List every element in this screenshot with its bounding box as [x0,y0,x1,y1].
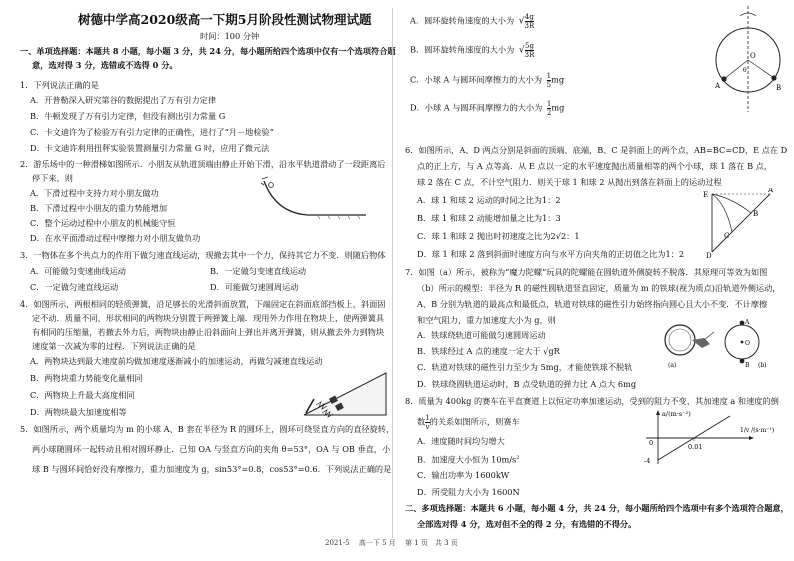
q4-option-d: D．两物块最大加速度相等 [30,407,127,417]
q6-label-d: D [706,252,712,258]
q7-stem-line3: A、B 分别为轨道的最高点和最低点，轨道对铁球的磁性引力始终指向圆心且大小不变．不计摩擦 [417,299,768,309]
q5-option-d-text: D．小球 A 与圆环间摩擦力的大小为 [410,102,543,113]
q5-option-a [410,13,534,30]
q2-option-a: A．下滑过程中支持力对小朋友做功 [30,188,159,198]
page-footer: 2021-5 高一下 5 月 第 1 页 共 3 页 [325,539,458,547]
q6-stem-line3: 球 2 落在 C 点，不计空气阻力．则关于球 1 和球 2 从抛出到落在斜面上的运动过程 [417,177,722,187]
q1-option-d: D．卡文迪许利用扭秤实验装置测量引力常量 G 时，应用了微元法 [30,143,270,153]
q2-option-d: D．在水平面滑动过程中摩擦力对小朋友做负功 [30,233,201,243]
q5-option-d-unit: mg [551,102,565,113]
q5-option-b-denominator: 3R [524,51,535,59]
q5-label-b: B [776,84,782,92]
q6-option-a: A．球 1 和球 2 运动的时间之比为1：2 [417,195,561,205]
q7-stem-line4: 和空气阻力，重力加速度大小为 g，则 [417,315,556,325]
time-limit: 时间：100 分钟 [200,31,260,41]
q6-slope-figure [702,188,776,258]
q4-stem-line4: 速度第一次减为零的过程．下列说法正确的是 [32,341,196,351]
q8-y-tick-label: -4 [644,457,651,465]
q1-stem: 1．下列说法正确的是 [20,80,99,90]
q5-option-c-unit: mg [551,74,565,85]
q6-label-b: B [753,210,759,218]
q8-option-a: A．速度随时间均匀增大 [417,436,505,446]
q5-label-theta: θ [743,67,747,74]
q5-label-o: O [750,52,756,60]
q3-option-b: B．一定做匀变速直线运动 [210,266,307,276]
q7-label-b-fig: (b) [758,362,767,369]
q5-option-d [410,100,564,117]
q6-label-e: E [703,191,709,199]
q5-option-c-text: C．小球 A 与圆环间摩擦力的大小为 [410,74,543,85]
q8-option-d: D．所受阻力大小为 1600N [417,487,520,497]
q8-graph-figure [640,408,790,468]
q7-option-c: C．轨道对铁球的磁性引力至少为 5mg，才能使铁球不脱轨 [417,362,633,372]
q1-option-a: A．开普勒深入研究第谷的数据提出了万有引力定律 [30,95,217,105]
q5-option-a-math: √ $\frac{4g}{3R}$ [518,13,535,30]
q1-option-b: B．牛顿发现了万有引力定律，但没有测出引力常量 G [30,111,226,121]
q3-option-d: D．可能做匀速圆周运动 [210,282,299,292]
q6-option-d: D．球 1 和球 2 落到斜面时速度方向与水平方向夹角的正切值之比为1：2 [417,249,685,259]
q2-stem-line1: 2．游乐场中的一种滑梯如图所示．小朋友从轨道顶端由静止开始下滑，沿水平轨道滑动了一段距离后 [20,159,386,169]
q5-option-d-numerator: 1 [546,100,552,108]
q4-incline-figure [300,365,388,420]
q6-label-c: C [724,232,730,240]
q3-option-a: A．可能做匀变速曲线运动 [30,266,126,276]
q5-label-a: A [715,82,721,90]
q8-stem-line2 [417,414,520,431]
q6-label-a: A [768,188,774,194]
q2-stem-line2: 停下来，则 [32,173,73,183]
q5-stem-line1: 5．如图所示，两个质量均为 m 的小球 A、B 套在半径为 R 的圆环上，圆环可绕竖直方向的直径旋转， [20,424,395,434]
q7-option-a: A．铁球绕轨道可能做匀速圆周运动 [417,330,546,340]
q5-stem-line2: 两小球随圆环一起转动且相对圆环静止．已知 OA 与竖直方向的夹角 θ=53°，OA 与 OB 垂直，小 [32,444,391,454]
q8-stem-line2-end: 的关系如图所示，则赛车 [429,416,520,427]
q8-x-tick-label: 0.01 [688,443,703,451]
q4-stem-line1: 4．如图所示，两根相同的轻质弹簧，沿足够长的光滑斜面放置，下端固定在斜面底部挡板上，斜面固 [20,299,386,309]
q5-option-a-numerator: 4g [524,13,534,21]
q5-option-b [410,42,534,59]
q7-stem-line1: 7．如图（a）所示，被称为“魔力陀螺”玩具的陀螺能在圆轨道外侧旋转不脱落．其原理可等效为如图 [405,267,768,277]
q7-label-bottom: B [745,362,750,369]
q7-gyro-figure [658,318,778,370]
q5-option-b-numerator: 5g [525,42,534,50]
q5-stem-line3: 球 B 与圆环间恰好没有摩擦力，重力加速度为 g，sin53°=0.8，cos53°=0.6．下列说法正确的是 [32,464,392,474]
q8-y-axis-label: a/(m·s⁻²) [662,410,691,418]
section2-header-line2: 全部选对得 4 分，选对但不全的得 2 分，有选错的不得分。 [417,519,637,529]
q7-label-a-fig: (a) [668,362,677,369]
q5-option-d-denominator: 2 [546,109,552,117]
q7-option-b: B．铁球经过 A 点的速度一定大于 √gR [417,346,560,356]
q5-option-a-text: A．圆环旋转角速度的大小为 [410,15,515,26]
q7-label-top: A [745,319,750,326]
q8-option-c: C．输出功率为 1600kW [417,470,510,480]
q8-option-b: B．加速度大小恒为 $10m/s^2$ [417,454,520,465]
q4-option-c: C．两物块上升最大高度相同 [30,390,135,400]
q4-stem-line2: 定不动．质量不同、形状相同的两物块分别置于两弹簧上端．现用外力作用在物块上，使两弹簧具 [32,313,385,323]
section1-header-line2: 意，选对得 3 分，选错或不选得 0 分。 [32,60,178,70]
q6-stem-line2: 点的正上方，与 A 点等高．从 E 点以一定的水平速度抛出质量相等的两个小球，球 1 落在 B 点， [417,161,773,171]
q3-option-c: C．一定做匀速直线运动 [30,282,119,292]
q5-option-c-numerator: 1 [546,72,552,80]
q4-stem-line3: 有相同的压缩量，若撤去外力后，两物块由静止沿斜面向上弹出并离开弹簧，则从撤去外力到物块 [32,327,385,337]
q8-origin-label: 0 [649,439,654,447]
section2-header-line1: 二、多项选择题：本题共 6 小题，每小题 4 分，共 24 分，每小题所给四个选项中有多个选项符合题意， [405,503,789,513]
q6-option-c: C．球 1 和球 2 抛出时初速度之比为2√2：1 [417,231,580,241]
q7-option-d: D．铁球绕圆轨道运动时，B 点受轨道的弹力比 A 点大 6mg [417,379,637,389]
q8-reciprocal-fraction: $\frac{1}{v}$ [425,414,430,431]
q4-option-b: B．两物块重力势能变化量相同 [30,373,143,383]
q7-label-center: O [745,340,750,347]
column-divider [392,8,393,538]
q8-stem-line2-start: 数 [417,416,426,427]
q5-option-c-denominator: 5 [546,81,552,89]
q5-option-c [410,72,564,89]
q1-option-c: C．卡文迪许为了检验万有引力定律的正确性，进行了“月－地检验” [30,127,274,137]
section1-header-line1: 一、单项选择题：本题共 8 小题，每小题 3 分，共 24 分，每小题所给四个选项中仅有一个选项符合题 [20,46,396,56]
q2-slide-figure [258,175,370,223]
q5-option-b-math: √ $\frac{5g}{3R}$ [518,42,535,59]
q8-option-b-text: B．加速度大小恒为 10m/s [417,454,517,465]
q6-option-b: B．球 1 和球 2 动能增加量之比为1：3 [417,213,561,223]
q4-option-a: A．两物块达到最大速度前均做加速度逐渐减小的加速运动，再做匀减速直线运动 [30,356,323,366]
q7-stem-line2: （b）所示的模型：半径为 R 的磁性圆轨道竖直固定，质量为 m 的铁球(视为质点)沿轨道外侧运动， [417,283,781,293]
q8-stem-line1: 8．质量为 400kg 的赛车在平直赛道上以恒定功率加速运动，受到的阻力不变，其加速度 a 和速度的倒 [405,396,779,406]
q2-option-c: C．整个运动过程中小朋友的机械能守恒 [30,218,176,228]
exam-title: 树德中学高2020级高一下期5月阶段性测试物理试题 [78,12,372,27]
q5-option-a-denominator: 3R [524,22,535,30]
q3-stem: 3．一物体在多个共点力的作用下做匀速直线运动，现撤去其中一个力，保持其它力不变．则随后物体 [20,250,386,260]
q2-option-b: B．下滑过程中小朋友的重力势能增加 [30,203,168,213]
q5-ring-figure [712,4,784,114]
q6-stem-line1: 6．如图所示，A、D 两点分别是斜面的顶端、底端，B、C 是斜面上的两个点，AB=BC=CD，E 点在 D [405,145,788,155]
q8-x-axis-label: 1/v /(s·m⁻¹) [740,427,775,434]
q5-option-b-text: B．圆环旋转角速度的大小为 [410,44,515,55]
